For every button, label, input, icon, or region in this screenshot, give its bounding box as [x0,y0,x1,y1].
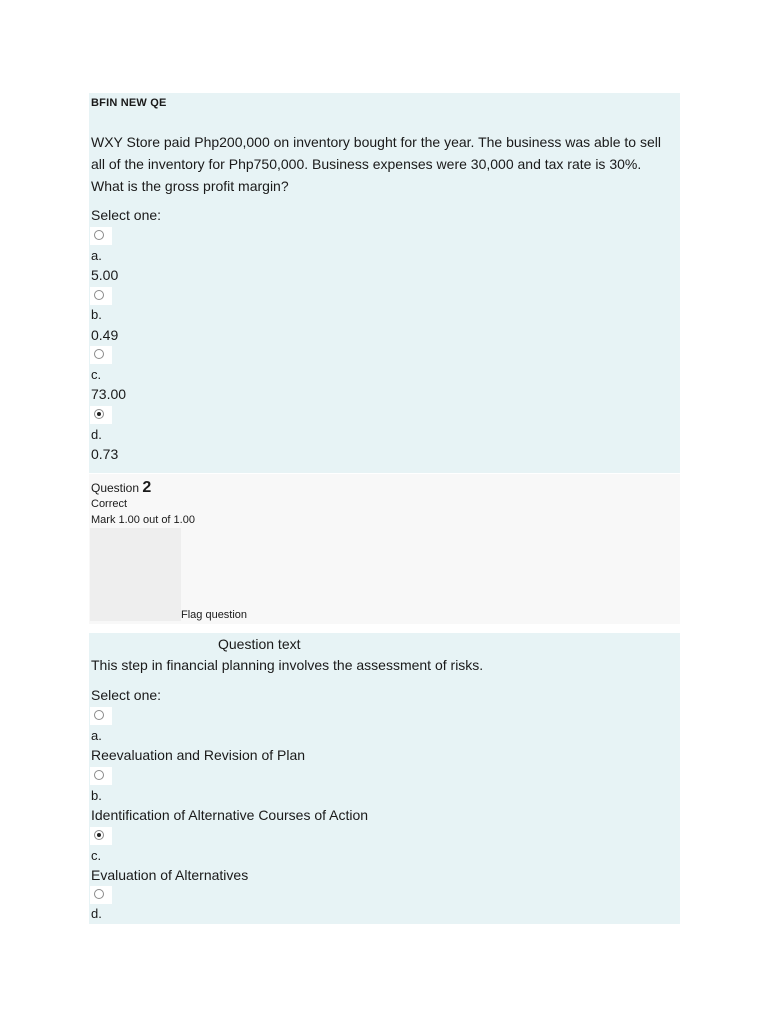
radio-checked-icon[interactable] [94,830,104,840]
option-b-radio-box[interactable] [90,287,112,305]
question-number-label [91,479,151,497]
option-a-letter: a. [91,728,102,743]
option-a-radio-box[interactable] [90,707,112,725]
option-a-text: 5.00 [91,267,119,283]
radio-icon[interactable] [94,710,104,720]
option-c-radio-box[interactable] [90,346,112,364]
option-a-letter: a. [91,248,102,263]
option-b-letter: b. [91,307,102,322]
option-d-text: 0.73 [91,446,119,462]
option-d-letter: d. [91,427,102,442]
question-number: 2 [142,479,152,496]
option-c-text: Evaluation of Alternatives [91,867,249,883]
radio-icon[interactable] [94,230,104,240]
option-a-radio-box[interactable] [90,227,112,245]
question-label: Question [91,481,140,495]
question-1-text: WXY Store paid Php200,000 on inventory bought for the year. The business was able to sell all of the inventory for Php750,000. Business expenses were 30,000 and tax rate is 30%. What is the gross profit margin? [91,134,661,194]
quiz-title: BFIN NEW QE [91,97,167,109]
question-2-info-panel [89,474,680,624]
flag-icon[interactable] [90,528,181,621]
question-2-text: This step in financial planning involves the assessment of risks. [91,657,484,673]
option-a-text: Reevaluation and Revision of Plan [91,747,306,763]
option-d-radio-box[interactable] [90,406,112,424]
option-c-radio-box[interactable] [90,827,112,845]
option-c-letter: c. [91,848,102,863]
option-b-radio-box[interactable] [90,767,112,785]
radio-icon[interactable] [94,349,104,359]
question-1-panel [89,93,680,473]
option-b-text: Identification of Alternative Courses of Action [91,807,369,823]
select-one-label: Select one: [91,687,162,703]
flag-question-link[interactable]: Flag question [181,609,248,621]
radio-checked-icon[interactable] [94,409,104,419]
option-d-radio-box[interactable] [90,886,112,904]
option-d-letter: d. [91,906,102,921]
option-c-text: 73.00 [91,386,127,402]
radio-icon[interactable] [94,770,104,780]
option-b-text: 0.49 [91,327,119,343]
question-2-panel [89,633,680,924]
question-state: Correct [91,498,128,510]
option-b-letter: b. [91,788,102,803]
question-mark: Mark 1.00 out of 1.00 [91,514,195,526]
select-one-label: Select one: [91,207,162,223]
radio-icon[interactable] [94,290,104,300]
option-c-letter: c. [91,367,102,382]
question-text-heading: Question text [218,636,301,652]
radio-icon[interactable] [94,889,104,899]
